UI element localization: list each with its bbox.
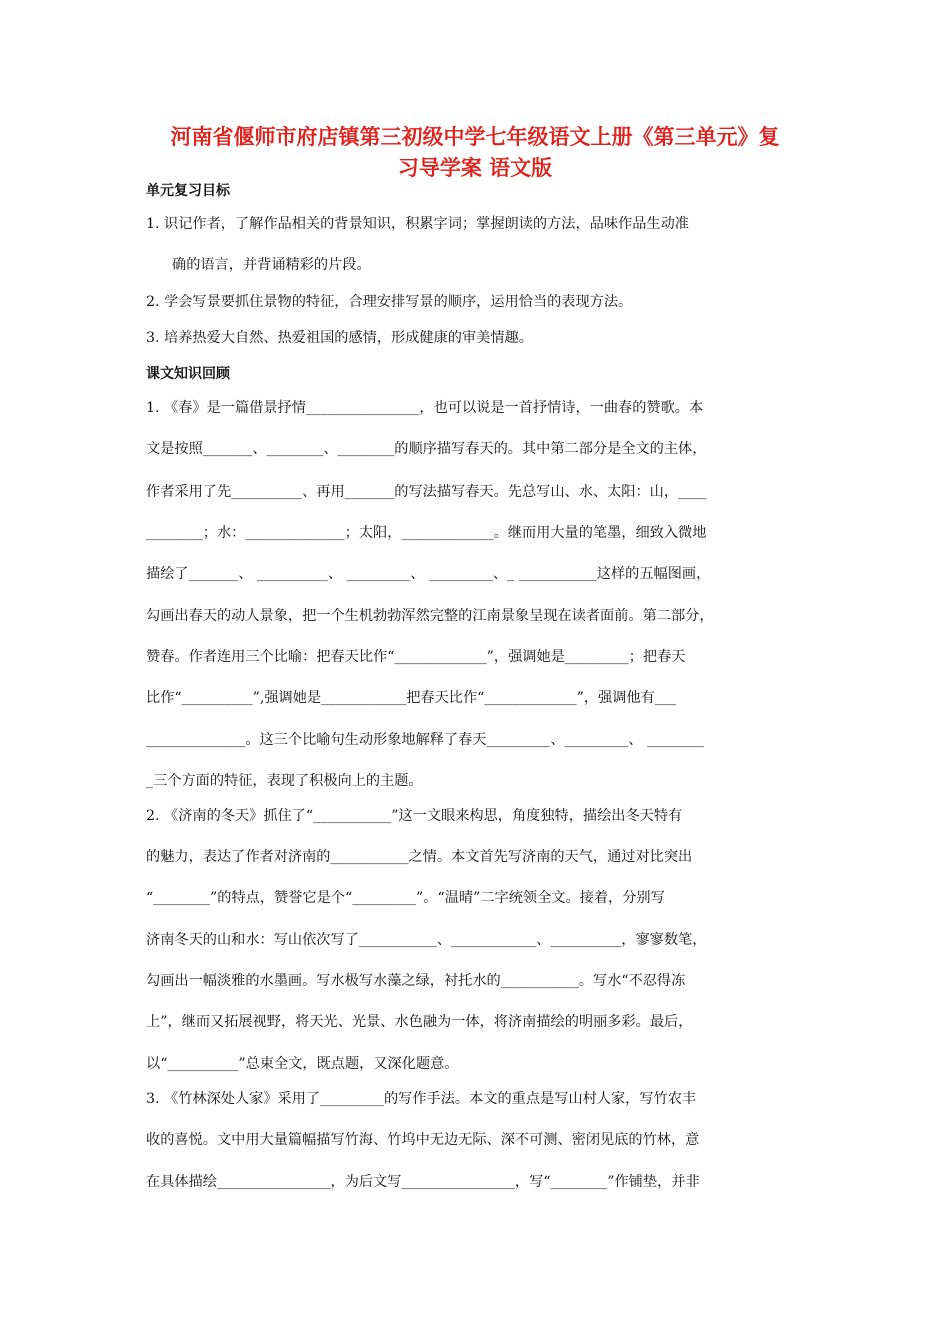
- review-line: 以“__________”总束全文，既点题，又深化题意。: [146, 1056, 459, 1072]
- review-line: 作者采用了先__________、再用_______的写法描写春天。先总写山、水、太阳：山，____: [146, 484, 707, 500]
- review-line: 比作“__________”,强调她是____________把春天比作“_____________”，强调他有___: [146, 690, 677, 706]
- review-line: 的魅力，表达了作者对济南的___________之情。本文首先写济南的天气，通过对比突出: [146, 849, 693, 865]
- title-line-2: 习导学案 语文版: [397, 156, 553, 180]
- goal-line: 确的语言，并背诵精彩的片段。: [172, 257, 371, 273]
- review-line: 文是按照_______、________、________的顺序描写春天的。其中第二部分是全文的主体，: [146, 441, 707, 457]
- review-line: 勾画出一幅淡雅的水墨画。写水极写水藻之绿，衬托水的___________。写水“不忍得冻: [146, 973, 686, 989]
- review-line: ______________。这三个比喻句生动形象地解释了春天_________、_________、 ________: [146, 732, 704, 748]
- review-line: 济南冬天的山和水：写山依次写了___________、____________、__________，寥寥数笔，: [146, 932, 707, 948]
- review-line: 收的喜悦。文中用大量篇幅描写竹海、竹坞中无边无际、深不可测、密闭见底的竹林，意: [146, 1132, 700, 1148]
- title-line-1: 河南省偃师市府店镇第三初级中学七年级语文上册《第三单元》复: [170, 125, 780, 149]
- review-line: 在具体描绘________________，为后文写________________，写“________”作铺垫，并非: [146, 1174, 700, 1190]
- review-line: 2. 《济南的冬天》抓住了“___________”这一文眼来构思，角度独特，描绘出冬天特有: [146, 808, 683, 824]
- review-line: 描绘了_______、 __________、 _________、 _________、_ ___________这样的五幅图画，: [146, 566, 711, 582]
- goal-line: 1. 识记作者，了解作品相关的背景知识，积累字词；掌握朗读的方法，品味作品生动准: [146, 216, 689, 232]
- review-line: 上”，继而又拓展视野，将天光、光景、水色融为一体，将济南描绘的明丽多彩。最后，: [146, 1014, 693, 1030]
- document-title: [120, 122, 830, 184]
- review-line: 赞春。作者连用三个比喻：把春天比作“_____________”，强调她是_________；把春天: [146, 649, 686, 665]
- review-line: 勾画出春天的动人景象，把一个生机勃勃浑然完整的江南景象呈现在读者面前。第二部分，: [146, 608, 714, 624]
- review-line: “________”的特点，赞誉它是个“_________”。“温晴”二字统领全文。接着，分别写: [146, 890, 665, 906]
- review-line: 3. 《竹林深处人家》采用了_________的写作手法。本文的重点是写山村人家，写竹农丰: [146, 1091, 697, 1107]
- goal-line: 2. 学会写景要抓住景物的特征，合理安排写景的顺序，运用恰当的表现方法。: [146, 294, 633, 310]
- review-line: _三个方面的特征，表现了积极向上的主题。: [146, 773, 423, 789]
- goal-line: 3. 培养热爱大自然、热爱祖国的感情，形成健康的审美情趣。: [146, 330, 533, 346]
- section-heading-knowledge-review: 课文知识回顾: [146, 366, 230, 382]
- review-line: 1. 《春》是一篇借景抒情________________，也可以说是一首抒情诗，一曲春的赞歌。本: [146, 400, 704, 416]
- review-line: ________；水：______________；太阳，_____________。继而用大量的笔墨，细致入微地: [146, 525, 707, 541]
- section-heading-review-goals: 单元复习目标: [146, 183, 230, 199]
